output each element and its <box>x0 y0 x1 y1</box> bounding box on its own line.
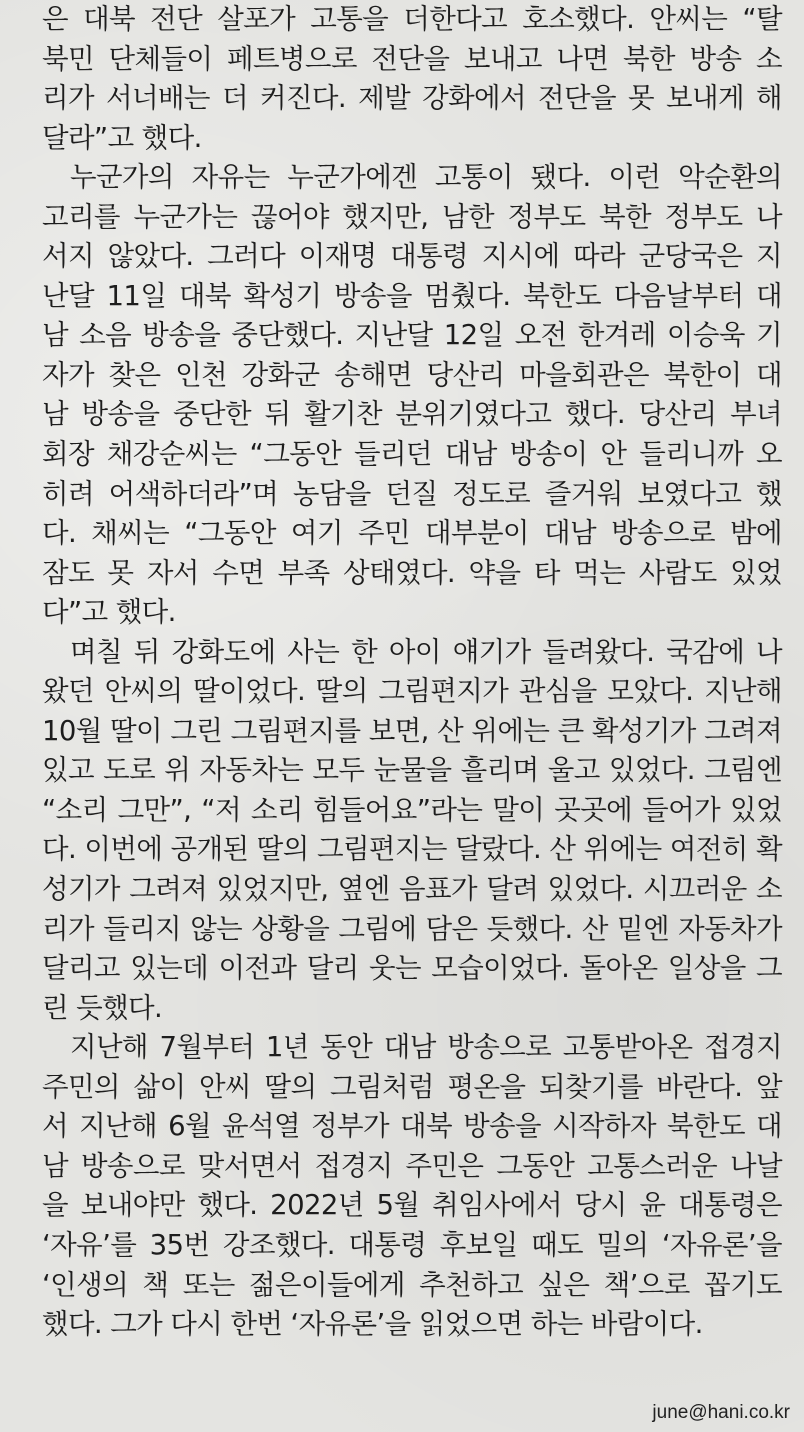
article-line: 왔던 안씨의 딸이었다. 딸의 그림편지가 관심을 모았다. 지난해 <box>42 675 782 708</box>
article-line: 다”고 했다. <box>42 596 176 629</box>
article-line: 서지 않았다. 그러다 이재명 대통령 지시에 따라 군당국은 지 <box>42 240 782 273</box>
article-line: 리가 들리지 않는 상황을 그림에 담은 듯했다. 산 밑엔 자동차가 <box>42 912 782 945</box>
article-line: 주민의 삶이 안씨 딸의 그림처럼 평온을 되찾기를 바란다. 앞 <box>42 1070 782 1103</box>
article-line: 며칠 뒤 강화도에 사는 한 아이 얘기가 들려왔다. 국감에 나 <box>70 635 782 668</box>
article-line: 달라”고 했다. <box>42 121 202 154</box>
article-line: 남 방송을 중단한 뒤 활기찬 분위기였다고 했다. 당산리 부녀 <box>42 398 782 431</box>
article-line: 지난해 7월부터 1년 동안 대남 방송으로 고통받아온 접경지 <box>70 1031 782 1064</box>
article-line: “소리 그만”, “저 소리 힘들어요”라는 말이 곳곳에 들어가 있었 <box>42 793 782 826</box>
article-line: ‘자유’를 35번 강조했다. 대통령 후보일 때도 밀의 ‘자유론’을 <box>42 1228 782 1261</box>
article-line: 누군가의 자유는 누군가에겐 고통이 됐다. 이런 악순환의 <box>70 161 782 194</box>
article-line: 자가 찾은 인천 강화군 송해면 당산리 마을회관은 북한이 대 <box>42 358 782 391</box>
author-email: june@hani.co.kr <box>652 1402 790 1423</box>
article-line: 했다. 그가 다시 한번 ‘자유론’을 읽었으면 하는 바람이다. <box>42 1308 703 1341</box>
article-line: 있고 도로 위 자동차는 모두 눈물을 흘리며 울고 있었다. 그림엔 <box>42 754 782 787</box>
article-line: 린 듯했다. <box>42 991 163 1024</box>
article-line: 북민 단체들이 페트병으로 전단을 보내고 나면 북한 방송 소 <box>42 42 782 75</box>
article-line: 잠도 못 자서 수면 부족 상태였다. 약을 타 먹는 사람도 있었 <box>42 556 782 589</box>
article-line: 리가 서너배는 더 커진다. 제발 강화에서 전단을 못 보내게 해 <box>42 82 782 115</box>
article-line: 난달 11일 대북 확성기 방송을 멈췄다. 북한도 다음날부터 대 <box>42 279 782 312</box>
article-line: 달리고 있는데 이전과 달리 웃는 모습이었다. 돌아온 일상을 그 <box>42 952 782 985</box>
article-line: 을 보내야만 했다. 2022년 5월 취임사에서 당시 윤 대통령은 <box>42 1189 782 1222</box>
article-line: 은 대북 전단 살포가 고통을 더한다고 호소했다. 안씨는 “탈 <box>42 3 782 35</box>
article-line: 10월 딸이 그린 그림편지를 보면, 산 위에는 큰 확성기가 그려져 <box>42 714 782 747</box>
article-line: 남 소음 방송을 중단했다. 지난달 12일 오전 한겨레 이승욱 기 <box>42 319 782 352</box>
article-line: ‘인생의 책 또는 젊은이들에게 추천하고 싶은 책’으로 꼽기도 <box>42 1268 782 1301</box>
article-line: 서 지난해 6월 윤석열 정부가 대북 방송을 시작하자 북한도 대 <box>42 1110 782 1143</box>
article-line: 다. 채씨는 “그동안 여기 주민 대부분이 대남 방송으로 밤에 <box>42 517 782 550</box>
article-line: 남 방송으로 맞서면서 접경지 주민은 그동안 고통스러운 나날 <box>42 1149 782 1182</box>
article-line: 회장 채강순씨는 “그동안 들리던 대남 방송이 안 들리니까 오 <box>42 438 782 471</box>
article-line: 다. 이번에 공개된 딸의 그림편지는 달랐다. 산 위에는 여전히 확 <box>42 833 782 866</box>
article-line: 성기가 그려져 있었지만, 옆엔 음표가 달려 있었다. 시끄러운 소 <box>42 873 782 906</box>
article-line: 히려 어색하더라”며 농담을 던질 정도로 즐거워 보였다고 했 <box>42 477 782 510</box>
article-body <box>42 0 782 1345</box>
article-line: 고리를 누군가는 끊어야 했지만, 남한 정부도 북한 정부도 나 <box>42 200 782 233</box>
